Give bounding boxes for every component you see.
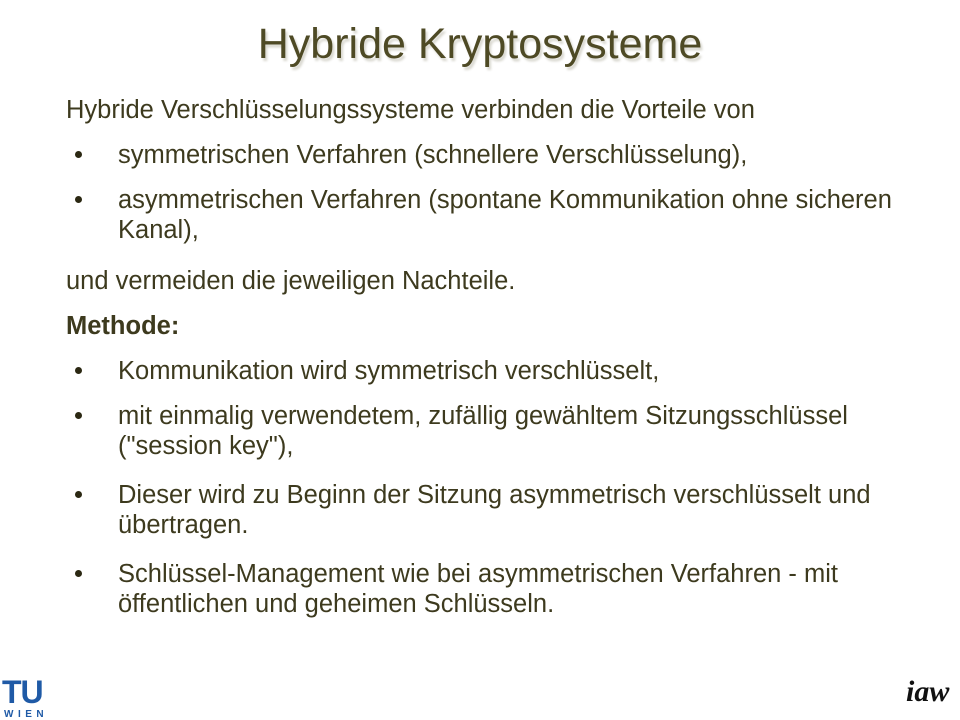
bullet-icon xyxy=(75,151,82,158)
tu-logo-letters: TU xyxy=(2,676,43,710)
list-item-text: asymmetrischen Verfahren (spontane Kommunikation ohne sicheren Kanal), xyxy=(118,186,892,244)
list-item xyxy=(66,356,906,386)
tu-logo-subtext: WIEN xyxy=(4,709,49,720)
iaw-logo xyxy=(903,672,955,716)
bullet-icon xyxy=(75,491,82,498)
conclusion-text: und vermeiden die jeweiligen Nachteile. xyxy=(66,267,516,295)
tu-wien-logo xyxy=(0,676,64,720)
list-item-text: mit einmalig verwendetem, zufällig gewähltem Sitzungsschlüssel ("session key"), xyxy=(118,402,848,460)
list-item xyxy=(66,140,906,170)
list-item xyxy=(66,559,906,619)
list-item xyxy=(66,480,906,540)
list-item-text: Dieser wird zu Beginn der Sitzung asymmetrisch verschlüsselt und übertragen. xyxy=(118,481,871,539)
method-heading: Methode: xyxy=(66,312,180,340)
intro-text: Hybride Verschlüsselungssysteme verbinden die Vorteile von xyxy=(66,96,755,124)
method-list xyxy=(66,356,906,619)
bullet-icon xyxy=(75,196,82,203)
iaw-logo-letters: iaw xyxy=(906,675,950,708)
bullet-icon xyxy=(75,570,82,577)
slide-title: Hybride Kryptosysteme xyxy=(257,20,703,68)
list-item-text: symmetrischen Verfahren (schnellere Verschlüsselung), xyxy=(118,141,748,169)
bullet-icon xyxy=(75,412,82,419)
list-item xyxy=(66,185,906,245)
slide-content xyxy=(66,95,906,619)
list-item-text: Kommunikation wird symmetrisch verschlüsselt, xyxy=(118,357,660,385)
bullet-icon xyxy=(75,367,82,374)
advantages-list xyxy=(66,140,906,245)
list-item xyxy=(66,401,906,461)
list-item-text: Schlüssel-Management wie bei asymmetrischen Verfahren - mit öffentlichen und geheimen Schlüsseln. xyxy=(118,560,838,618)
